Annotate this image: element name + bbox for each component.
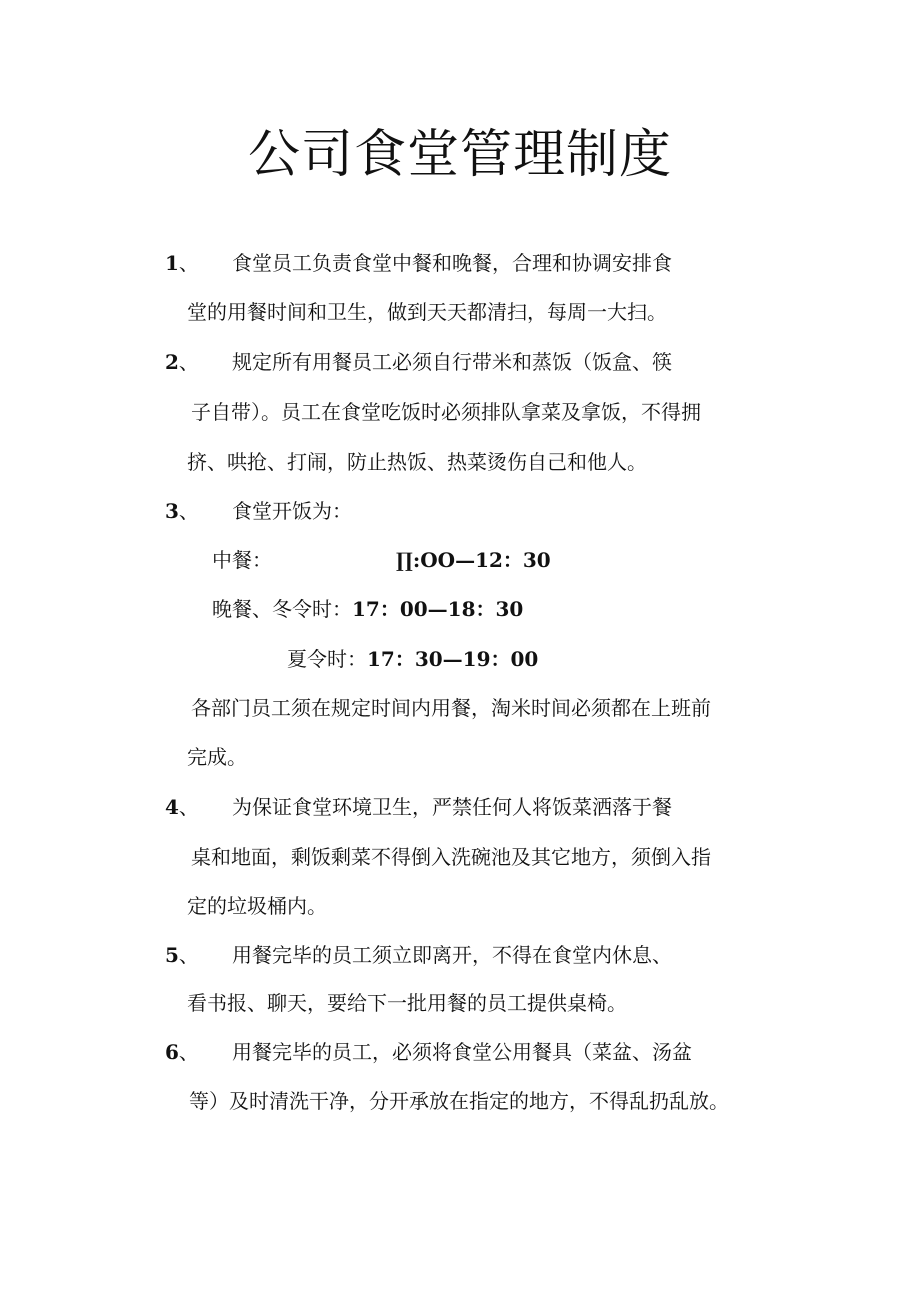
item-number: 3、 (165, 499, 199, 523)
item-4-line-2: 桌和地面，剩饭剩菜不得倒入洗碗池及其它地方，须倒入指 (191, 845, 711, 869)
item-3-after-line-1: 各部门员工须在规定时间内用餐，淘米时间必须都在上班前 (191, 696, 711, 720)
item-3-after-line-2: 完成。 (187, 745, 247, 769)
schedule-dinner-winter-label: 晚餐、冬令时：17：00—18：30 (212, 597, 524, 621)
schedule-lunch-time: ∏:OO—12：30 (396, 548, 551, 572)
item-6-line-1: 用餐完毕的员工，必须将食堂公用餐具（菜盆、汤盆 (232, 1040, 692, 1064)
item-4-line-3: 定的垃圾桶内。 (187, 894, 327, 918)
item-1-line-1: 食堂员工负责食堂中餐和晚餐，合理和协调安排食 (232, 251, 672, 275)
item-number: 6、 (165, 1040, 199, 1064)
item-3-line-1: 食堂开饭为： (232, 499, 352, 523)
schedule-dinner-summer-label: 夏令时：17：30—19：00 (287, 647, 539, 671)
item-2-line-1: 规定所有用餐员工必须自行带米和蒸饭（饭盒、筷 (232, 350, 672, 374)
item-4-line-1: 为保证食堂环境卫生，严禁任何人将饭菜洒落于餐 (232, 795, 672, 819)
schedule-dinner-summer-time: 17：30—19：00 (367, 647, 539, 671)
item-6-line-2: 等）及时清洗干净，分开承放在指定的地方，不得乱扔乱放。 (189, 1089, 729, 1113)
item-number: 1、 (165, 251, 199, 275)
schedule-dinner-winter-time: 17：00—18：30 (352, 597, 524, 621)
item-2-line-3: 挤、哄抢、打闹，防止热饭、热菜烫伤自己和他人。 (187, 450, 647, 474)
item-5-line-2: 看书报、聊天，要给下一批用餐的员工提供桌椅。 (187, 991, 627, 1015)
schedule-lunch-label: 中餐： (212, 548, 272, 572)
item-2-line-2: 子自带）。员工在食堂吃饭时必须排队拿菜及拿饭，不得拥 (191, 400, 701, 424)
item-number: 2、 (165, 350, 199, 374)
item-1-line-2: 堂的用餐时间和卫生，做到天天都清扫，每周一大扫。 (187, 300, 667, 324)
document-title: 公司食堂管理制度 (247, 125, 672, 185)
item-number: 4、 (165, 795, 199, 819)
item-5-line-1: 用餐完毕的员工须立即离开，不得在食堂内休息、 (232, 943, 672, 967)
item-number: 5、 (165, 943, 199, 967)
